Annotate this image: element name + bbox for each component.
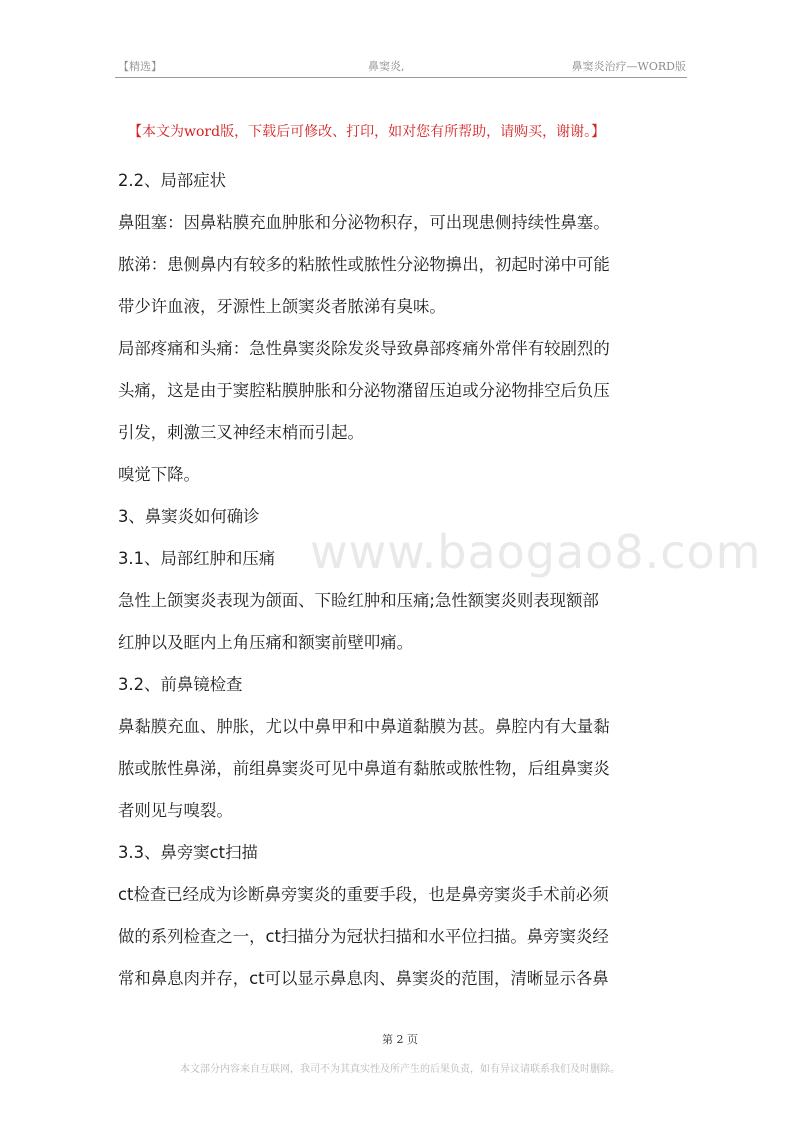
paragraph-line: 嗅觉下降。	[118, 465, 200, 484]
paragraph-line: 者则见与嗅裂。	[118, 801, 233, 820]
paragraph-line: ct检查已经成为诊断鼻旁窦炎的重要手段，也是鼻旁窦炎手术前必须	[118, 885, 609, 904]
header-right-label: 鼻窦炎治疗—WORD版	[571, 60, 686, 73]
paragraph-line: 红肿以及眶内上角压痛和额窦前壁叩痛。	[118, 633, 414, 652]
section-heading: 2.2、局部症状	[118, 171, 227, 190]
disclaimer-note: 本文部分内容来自互联网，我司不为其真实性及所产生的后果负责，如有异议请联系我们及时删除。	[180, 1064, 620, 1075]
paragraph-line: 脓或脓性鼻涕，前组鼻窦炎可见中鼻道有黏脓或脓性物，后组鼻窦炎	[118, 759, 610, 778]
watermark: www.baogao8.com	[310, 525, 762, 579]
header-left-label: 【精选】	[118, 60, 162, 73]
paragraph-line: 鼻阻塞：因鼻粘膜充血肿胀和分泌物积存，可出现患侧持续性鼻塞。	[118, 213, 610, 232]
paragraph-line: 头痛，这是由于窦腔粘膜肿胀和分泌物潴留压迫或分泌物排空后负压	[118, 381, 610, 400]
paragraph-line: 引发，刺激三叉神经末梢而引起。	[118, 423, 364, 442]
download-notice: 【本文为word版，下载后可修改、打印，如对您有所帮助，请购买，谢谢。】	[128, 124, 606, 140]
header-center-label: 鼻窦炎,	[368, 60, 405, 73]
section-heading: 3.2、前鼻镜检查	[118, 675, 243, 694]
paragraph-line: 脓涕：患侧鼻内有较多的粘脓性或脓性分泌物擤出，初起时涕中可能	[118, 255, 610, 274]
header-divider	[115, 77, 687, 78]
section-heading: 3、鼻窦炎如何确诊	[118, 507, 260, 526]
section-heading: 3.3、鼻旁窦ct扫描	[118, 843, 258, 862]
page-number: 第 2 页	[382, 1033, 418, 1046]
paragraph-line: 鼻黏膜充血、肿胀，尤以中鼻甲和中鼻道黏膜为甚。鼻腔内有大量黏	[118, 717, 610, 736]
section-heading: 3.1、局部红肿和压痛	[118, 549, 276, 568]
paragraph-line: 做的系列检查之一，ct扫描分为冠状扫描和水平位扫描。鼻旁窦炎经	[118, 927, 609, 946]
paragraph-line: 常和鼻息肉并存，ct可以显示鼻息肉、鼻窦炎的范围，清晰显示各鼻	[118, 969, 609, 988]
document-body	[118, 160, 692, 1000]
paragraph-line: 局部疼痛和头痛：急性鼻窦炎除发炎导致鼻部疼痛外常伴有较剧烈的	[118, 339, 610, 358]
paragraph-line: 带少许血液，牙源性上颌窦炎者脓涕有臭味。	[118, 297, 446, 316]
paragraph-line: 急性上颌窦炎表现为颌面、下睑红肿和压痛;急性额窦炎则表现额部	[118, 591, 599, 610]
page-header	[118, 58, 686, 78]
